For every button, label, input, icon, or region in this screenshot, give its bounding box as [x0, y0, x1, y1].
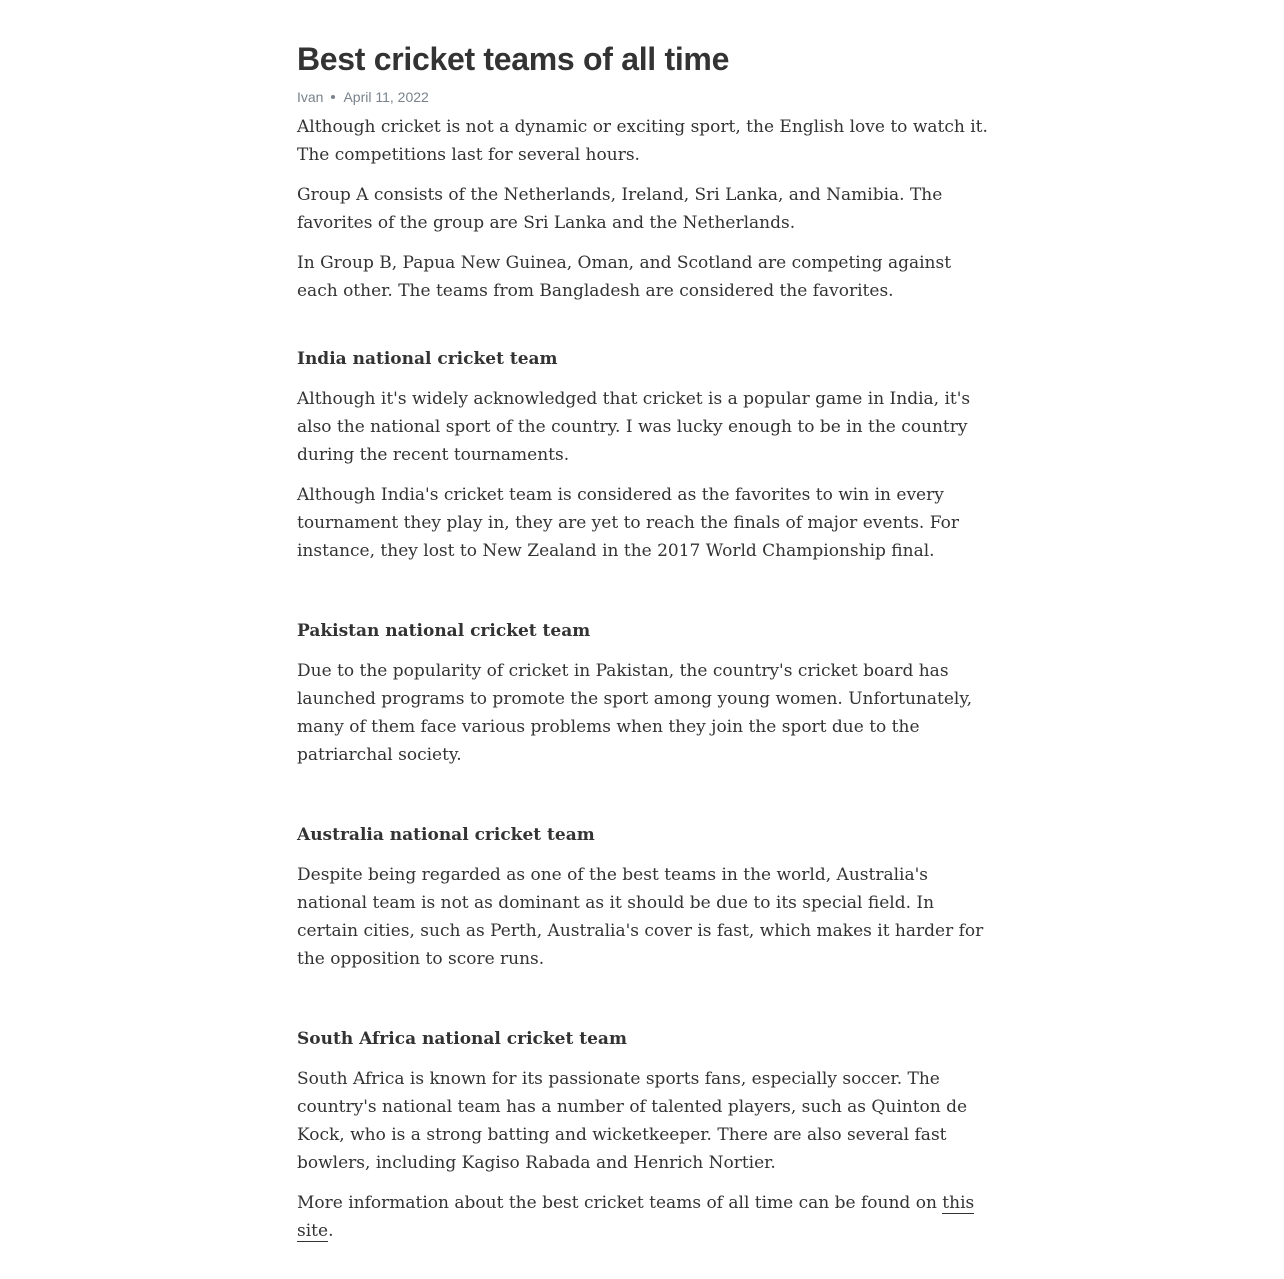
section-paragraph: South Africa is known for its passionate sports fans, especially soccer. The country's national team has a number of talented players, such as Quinton de Kock, who is a strong batting and wicketkeeper. There are also several fast bowlers, including Kagiso Rabada and Henrich Nortier.: [297, 1069, 968, 1173]
section-paragraph: Although India's cricket team is considered as the favorites to win in every tournament they play in, they are yet to reach the finals of major events. For instance, they lost to New Zealand in the 2017 World Championship final.: [297, 485, 959, 561]
section-heading-pakistan: Pakistan national cricket team: [297, 621, 591, 641]
article: [297, 36, 997, 1245]
closing-text: More information about the best cricket teams of all time can be found on: [297, 1193, 943, 1213]
section-paragraph: Although it's widely acknowledged that cricket is a popular game in India, it's also the national sport of the country. I was lucky enough to be in the country during the recent tournaments.: [297, 389, 971, 465]
closing-period: .: [328, 1221, 334, 1241]
section-paragraph: Despite being regarded as one of the best teams in the world, Australia's national team is not as dominant as it should be due to its special field. In certain cities, such as Perth, Australia's cover is fast, which makes it harder for the opposition to score runs.: [297, 865, 984, 969]
section-heading-south-africa: South Africa national cricket team: [297, 1029, 627, 1049]
publish-date: April 11, 2022: [343, 89, 429, 105]
closing-paragraph: [297, 1189, 997, 1245]
section-paragraph: Due to the popularity of cricket in Pakistan, the country's cricket board has launched programs to promote the sport among young women. Unfortunately, many of them face various problems when they join the sport due to the patriarchal society.: [297, 661, 973, 765]
section-heading-australia: Australia national cricket team: [297, 825, 595, 845]
separator-dot-icon: [331, 95, 335, 99]
section-heading-india: India national cricket team: [297, 349, 558, 369]
intro-paragraph: In Group B, Papua New Guinea, Oman, and Scotland are competing against each other. The teams from Bangladesh are considered the favorites.: [297, 253, 952, 301]
this-site-link[interactable]: this site: [297, 1193, 975, 1241]
intro-paragraph: Group A consists of the Netherlands, Ireland, Sri Lanka, and Namibia. The favorites of the group are Sri Lanka and the Netherlands.: [297, 185, 943, 233]
article-title: Best cricket teams of all time: [297, 41, 730, 77]
author-name: Ivan: [297, 89, 324, 105]
article-meta: [297, 87, 997, 107]
intro-paragraph: Although cricket is not a dynamic or exciting sport, the English love to watch it. The competitions last for several hours.: [297, 117, 988, 165]
